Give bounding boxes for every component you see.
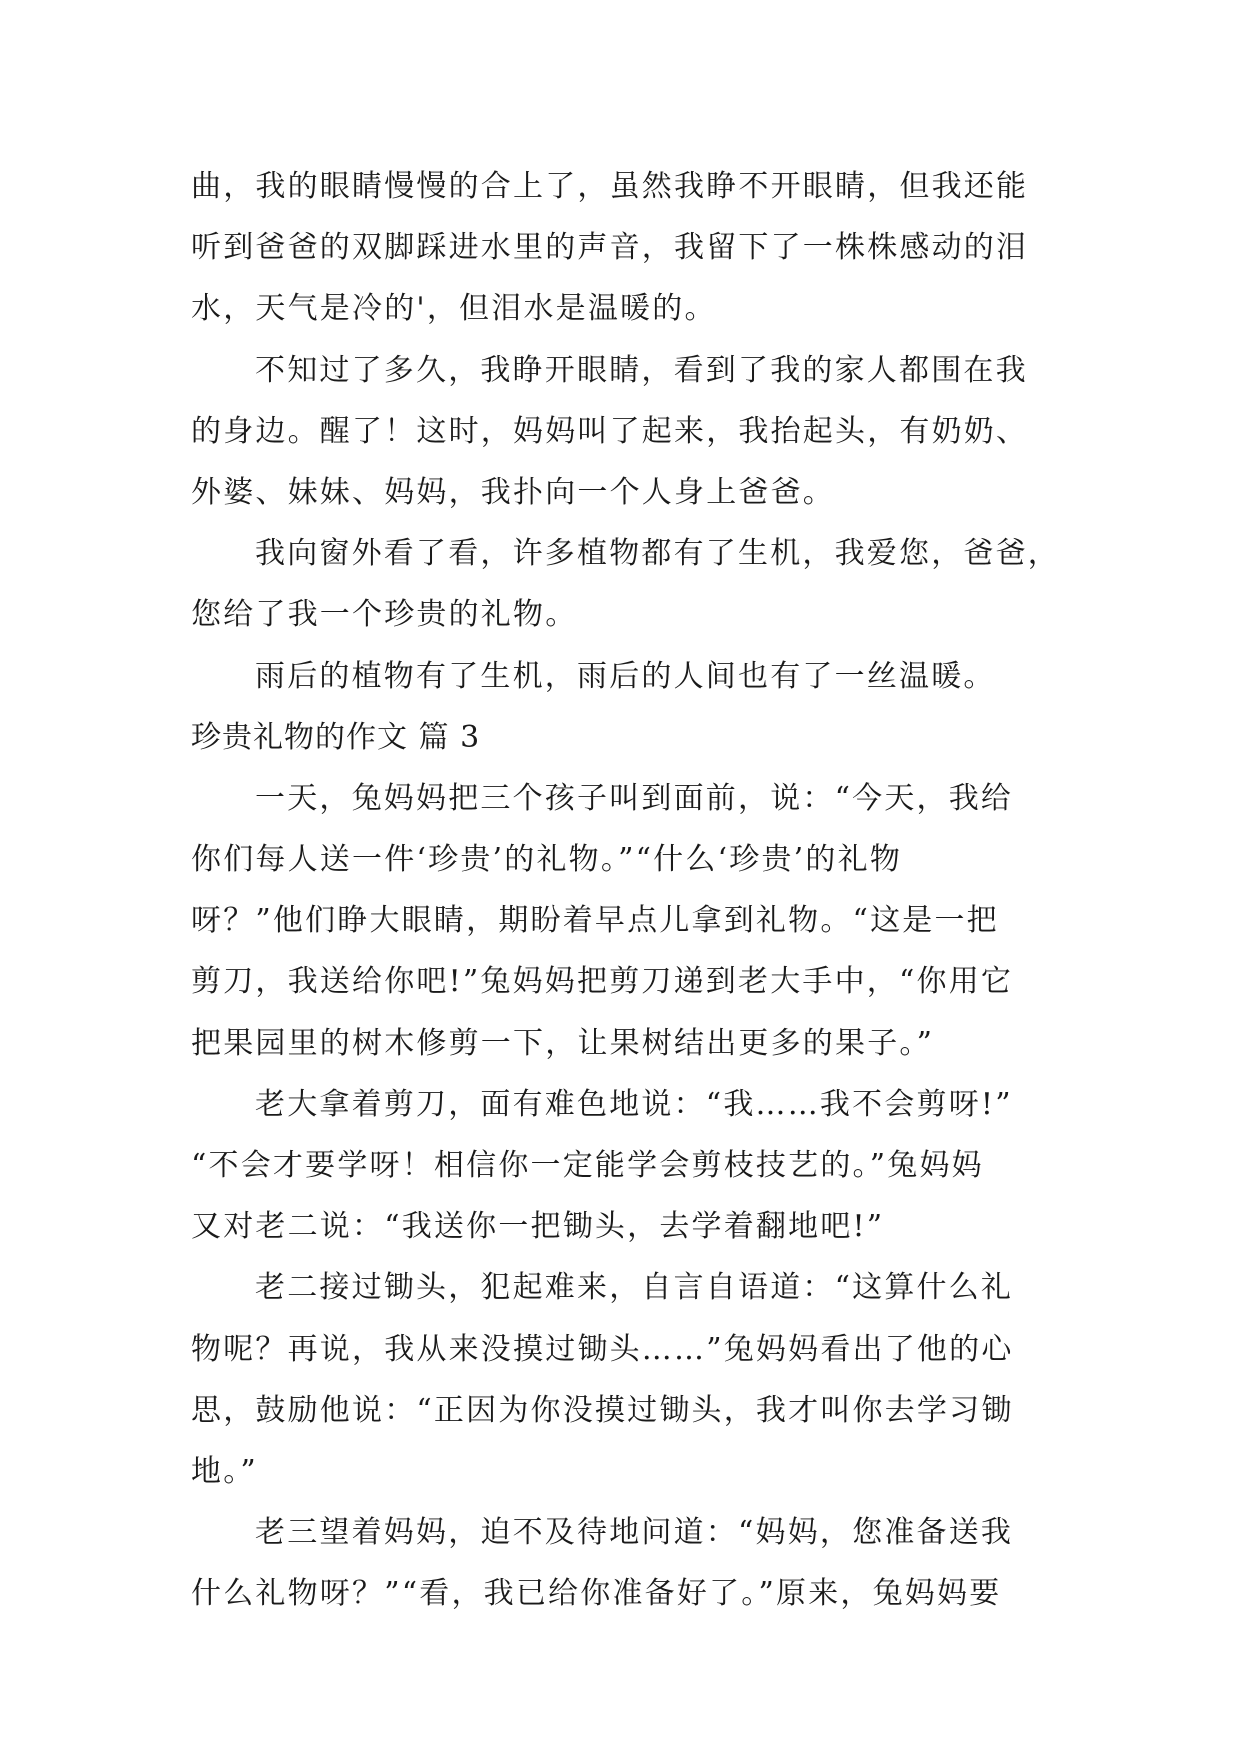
- text-line: 把果园里的树木修剪一下，让果树结出更多的果子。”: [191, 1025, 935, 1061]
- paragraph-first-line: 一天，兔妈妈把三个孩子叫到面前，说：“今天，我给: [255, 780, 1014, 816]
- text-line: 物呢？再说，我从来没摸过锄头……”兔妈妈看出了他的心: [191, 1331, 1014, 1367]
- text-line: 你们每人送一件‘珍贵’的礼物。”“什么‘珍贵’的礼物: [191, 842, 903, 878]
- paragraph-first-line: 我向窗外看了看，许多植物都有了生机，我爱您，爸爸，: [255, 536, 1060, 572]
- text-line: 您给了我一个珍贵的礼物。: [191, 597, 578, 633]
- text-line: 的身边。醒了！这时，妈妈叫了起来，我抬起头，有奶奶、: [191, 413, 1029, 449]
- text-line: 外婆、妹妹、妈妈，我扑向一个人身上爸爸。: [191, 474, 835, 510]
- text-line: “不会才要学呀！相信你一定能学会剪枝技艺的。”兔妈妈: [191, 1148, 984, 1183]
- paragraph-first-line: 老二接过锄头，犯起难来，自言自语道：“这算什么礼: [255, 1270, 1014, 1306]
- document-body: [191, 156, 1060, 1625]
- paragraph-first-line: 老大拿着剪刀，面有难色地说：“我……我不会剪呀!”: [255, 1086, 1013, 1122]
- text-line: 呀？”他们睁大眼睛，期盼着早点儿拿到礼物。“这是一把: [191, 903, 999, 939]
- text-line: 地。”: [191, 1453, 258, 1489]
- section-heading: 珍贵礼物的作文 篇 3: [191, 719, 481, 755]
- text-line: 剪刀，我送给你吧!”兔妈妈把剪刀递到老大手中，“你用它: [191, 964, 1014, 1000]
- text-line: 思，鼓励他说：“正因为你没摸过锄头，我才叫你去学习锄: [191, 1392, 1014, 1428]
- text-line: 曲，我的眼睛慢慢的合上了，虽然我睁不开眼睛，但我还能: [191, 169, 1029, 204]
- text-line: 听到爸爸的双脚踩进水里的声音，我留下了一株株感动的泪: [191, 230, 1029, 266]
- paragraph-first-line: 不知过了多久，我睁开眼睛，看到了我的家人都围在我: [255, 352, 1028, 388]
- paragraph-first-line: 雨后的植物有了生机，雨后的人间也有了一丝温暖。: [255, 658, 996, 694]
- text-line: 又对老二说：“我送你一把锄头，去学着翻地吧!”: [191, 1209, 885, 1245]
- paragraph-first-line: 老三望着妈妈，迫不及待地问道：“妈妈，您准备送我: [255, 1515, 1014, 1551]
- text-line: 水，天气是冷的'，但泪水是温暖的。: [191, 291, 717, 327]
- text-line: 什么礼物呀？”“看，我已给你准备好了。”原来，兔妈妈要: [191, 1576, 1002, 1612]
